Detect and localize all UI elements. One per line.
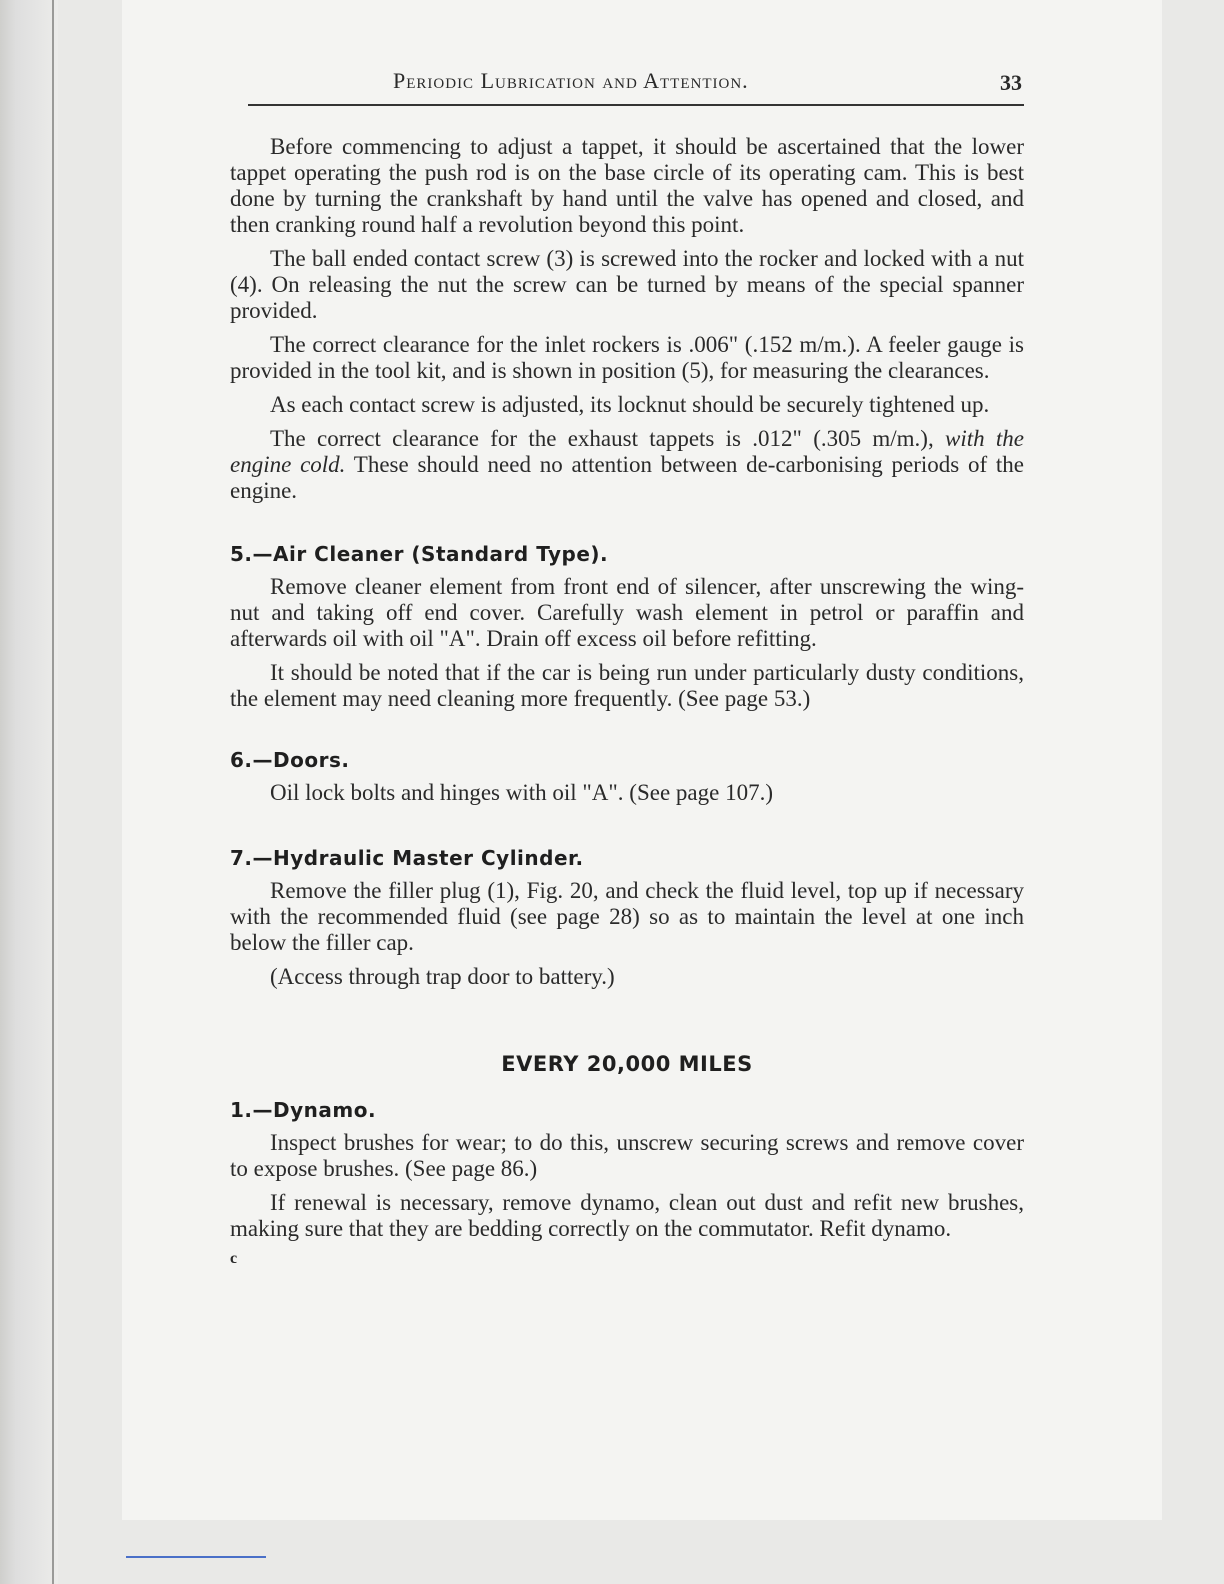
section-heading-master-cylinder: 7.—Hydraulic Master Cylinder. (230, 846, 584, 870)
every-20000-miles-heading: EVERY 20,000 MILES (501, 1052, 753, 1076)
exhaust-text-after: These should need no attention between de-carbonising periods of the engine. (230, 452, 1024, 503)
air-cleaner-paragraph-1: Remove cleaner element from front end of silencer, after unscrewing the wing-nut and taking off end cover. Carefully wash element in petrol or paraffin and afterwards oil with oil "A". Drain off excess oil before refitting. (230, 574, 1024, 651)
section-heading-doors: 6.—Doors. (230, 748, 350, 772)
exhaust-clearance-paragraph (230, 426, 1024, 504)
intro-paragraph-4: As each contact screw is adjusted, its locknut should be securely tightened up. (270, 392, 990, 417)
page-content (230, 134, 1024, 1268)
running-header-title: Periodic Lubrication and Attention. (393, 68, 749, 93)
master-cylinder-paragraph-2: (Access through trap door to battery.) (270, 964, 615, 989)
dynamo-paragraph-2: If renewal is necessary, remove dynamo, clean out dust and refit new brushes, making sure that they are bedding correctly on the commutator. Refit dynamo. (230, 1190, 1024, 1241)
doors-paragraph: Oil lock bolts and hinges with oil "A". (See page 107.) (270, 780, 773, 805)
air-cleaner-paragraph-2: It should be noted that if the car is being run under particularly dusty conditions, the element may need cleaning more frequently. (See page 53.) (230, 660, 1024, 711)
section-heading-air-cleaner: 5.—Air Cleaner (Standard Type). (230, 542, 609, 566)
signature-mark: c (230, 1250, 238, 1267)
exhaust-text-emphasis: with the engine cold. (230, 426, 1024, 477)
intro-paragraph-1: Before commencing to adjust a tappet, it should be ascertained that the lower tappet operating the push rod is on the base circle of its operating cam. This is best done by turning the crankshaft by hand until the valve has opened and closed, and then cranking round half a revolution beyond this point. (230, 134, 1024, 237)
master-cylinder-paragraph-1: Remove the filler plug (1), Fig. 20, and check the fluid level, top up if necessary with the recommended fluid (see page 28) so as to maintain the level at one inch below the filler cap. (230, 878, 1024, 955)
scan-corner-mark (126, 1556, 266, 1558)
scan-edge-line (52, 0, 54, 1584)
scan-edge (0, 0, 58, 1584)
dynamo-paragraph-1: Inspect brushes for wear; to do this, unscrew securing screws and remove cover to expose brushes. (See page 86.) (230, 1130, 1024, 1181)
section-heading-dynamo: 1.—Dynamo. (230, 1098, 377, 1122)
page-number: 33 (1000, 70, 1022, 95)
intro-paragraph-2: The ball ended contact screw (3) is screwed into the rocker and locked with a nut (4). On releasing the nut the screw can be turned by means of the special spanner provided. (230, 246, 1024, 323)
running-header (248, 64, 1024, 106)
intro-paragraph-3: The correct clearance for the inlet rockers is .006" (.152 m/m.). A feeler gauge is provided in the tool kit, and is shown in position (5), for measuring the clearances. (230, 332, 1024, 383)
exhaust-text-before: The correct clearance for the exhaust tappets is .012" (.305 m/m.), (270, 426, 945, 451)
